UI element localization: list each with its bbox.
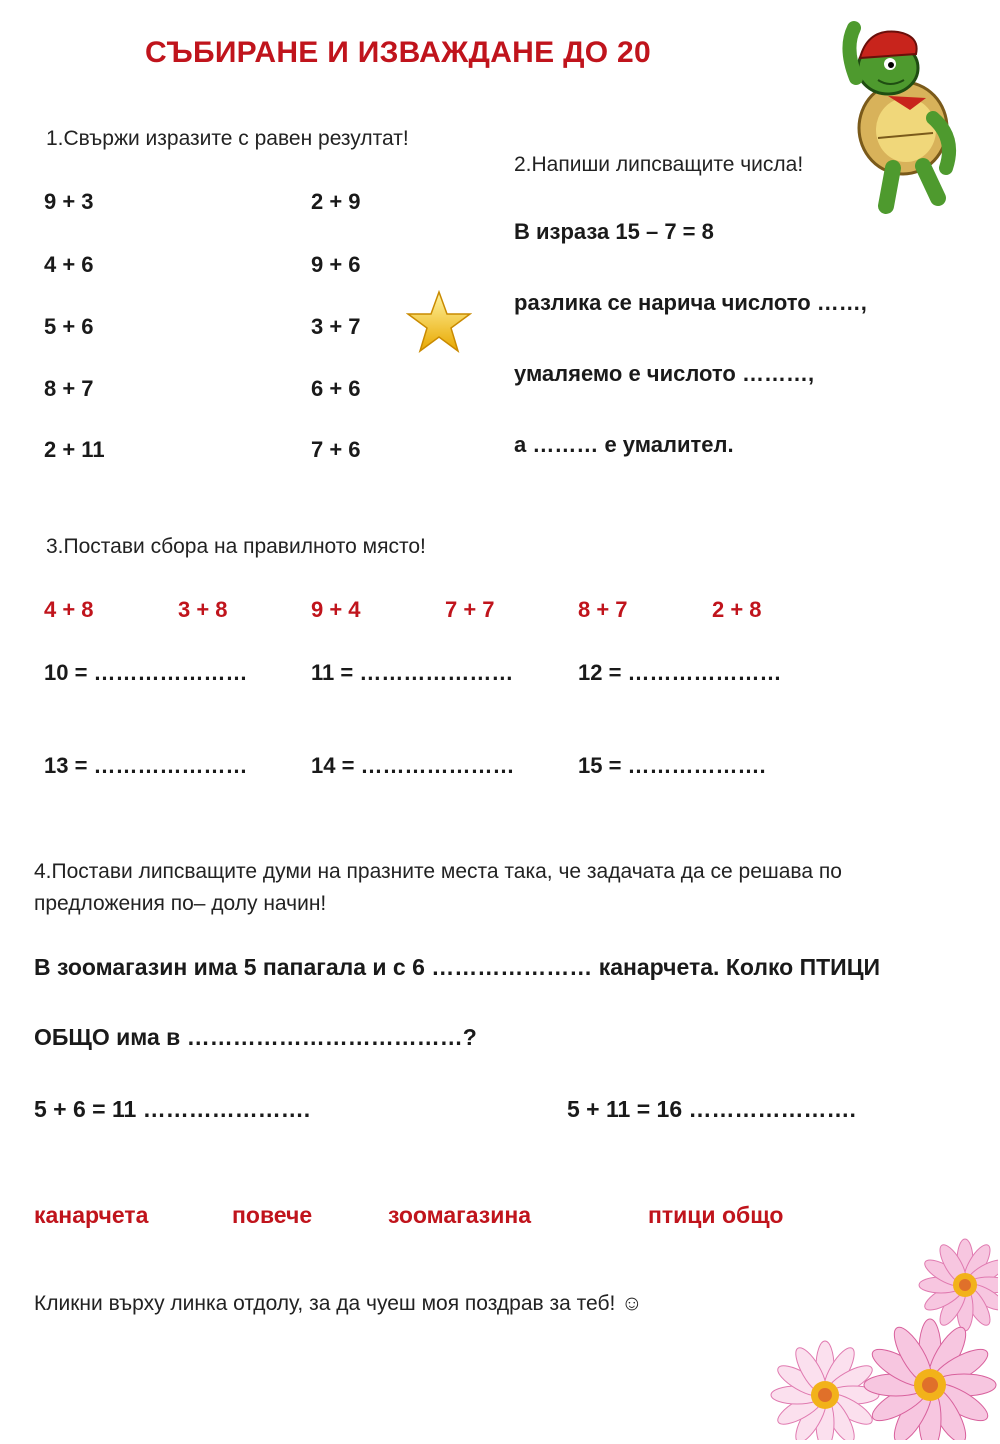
task1-right-expr[interactable]: 2 + 9 (311, 189, 361, 214)
task1-right-expr[interactable]: 7 + 6 (311, 437, 361, 462)
task4-word-option[interactable]: птици общо (648, 1202, 784, 1228)
task4-instruction: 4.Постави липсващите думи на празните места така, че задачата да се решава по предложения по– долу начин! (34, 860, 842, 915)
task3-instruction: 3.Постави сбора на правилното място! (46, 535, 426, 558)
page-title: СЪБИРАНЕ И ИЗВАЖДАНЕ ДО 20 (145, 36, 651, 69)
task4-problem-line1[interactable]: В зоомагазин има 5 папагала и с 6 ………………… канарчета. Колко ПТИЦИ (34, 954, 881, 980)
task3-slot[interactable]: 10 = ………………… (44, 660, 248, 685)
flowers-illustration (770, 1235, 998, 1440)
task1-left-expr[interactable]: 5 + 6 (44, 314, 94, 339)
task4-equation[interactable]: 5 + 6 = 11 …………………. (34, 1096, 311, 1122)
task4-problem-line2[interactable]: ОБЩО има в ………………………………? (34, 1024, 477, 1050)
task3-option[interactable]: 8 + 7 (578, 597, 628, 622)
task1-right-expr[interactable]: 6 + 6 (311, 376, 361, 401)
turtle-illustration (838, 18, 968, 216)
task3-slot[interactable]: 15 = ………………. (578, 753, 766, 778)
task2-line[interactable]: а ……… е умалител. (514, 432, 734, 457)
task1-right-expr[interactable]: 3 + 7 (311, 314, 361, 339)
task1-instruction: 1.Свържи изразите с равен резултат! (46, 127, 409, 150)
task2-line[interactable]: умаляемо е числото ………, (514, 361, 815, 386)
task4-word-option[interactable]: повече (232, 1202, 313, 1228)
task1-left-expr[interactable]: 2 + 11 (44, 437, 105, 462)
task3-option[interactable]: 2 + 8 (712, 597, 762, 622)
task2-instruction: 2.Напиши липсващите числа! (514, 153, 804, 176)
task1-left-expr[interactable]: 4 + 6 (44, 252, 94, 277)
task2-line: В израза 15 – 7 = 8 (514, 219, 714, 244)
star-icon (406, 290, 472, 354)
task1-left-expr[interactable]: 8 + 7 (44, 376, 94, 401)
task3-slot[interactable]: 12 = ………………… (578, 660, 782, 685)
task3-option[interactable]: 3 + 8 (178, 597, 228, 622)
footer-text: Кликни върху линка отдолу, за да чуеш моя поздрав за теб! ☺ (34, 1292, 643, 1315)
task3-slot[interactable]: 14 = ………………… (311, 753, 515, 778)
task1-left-expr[interactable]: 9 + 3 (44, 189, 94, 214)
task4-equation[interactable]: 5 + 11 = 16 …………………. (567, 1096, 856, 1122)
task3-slot[interactable]: 13 = ………………… (44, 753, 248, 778)
task3-option[interactable]: 4 + 8 (44, 597, 94, 622)
task3-option[interactable]: 7 + 7 (445, 597, 495, 622)
task3-slot[interactable]: 11 = ………………… (311, 660, 514, 685)
task1-right-expr[interactable]: 9 + 6 (311, 252, 361, 277)
task2-line[interactable]: разлика се нарича числото ……, (514, 290, 867, 315)
task4-word-option[interactable]: зоомагазина (388, 1202, 532, 1228)
task3-option[interactable]: 9 + 4 (311, 597, 361, 622)
task4-word-option[interactable]: канарчета (34, 1202, 149, 1228)
